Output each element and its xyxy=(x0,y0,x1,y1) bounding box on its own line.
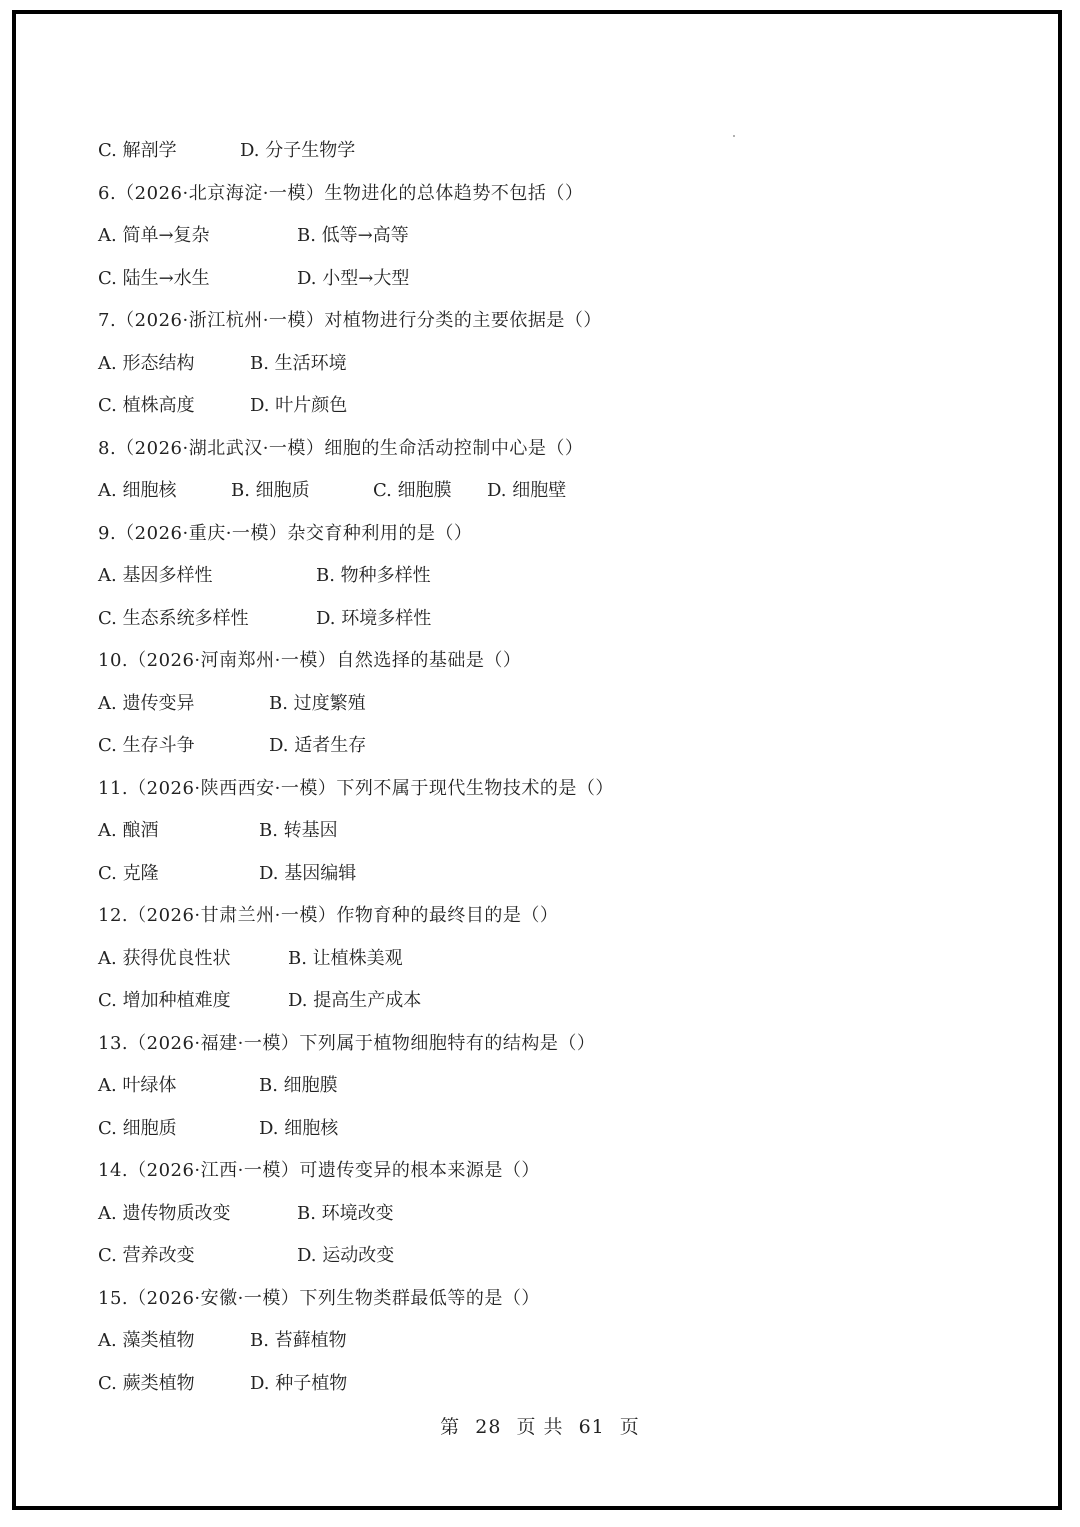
option: D. 细胞壁 xyxy=(487,480,567,501)
option-row xyxy=(98,470,1000,513)
option: B. 生活环境 xyxy=(250,352,347,374)
footer-suffix: 页 xyxy=(619,1416,640,1438)
option-row xyxy=(98,1108,1000,1151)
option-row xyxy=(98,810,1000,853)
page-number-footer xyxy=(0,1412,1080,1439)
option: C. 增加种植难度 xyxy=(98,990,231,1011)
option: B. 过度繁殖 xyxy=(269,692,366,714)
option: B. 细胞膜 xyxy=(259,1075,338,1096)
option: C. 蕨类植物 xyxy=(98,1372,195,1394)
option-row xyxy=(98,598,1000,641)
option-row xyxy=(98,130,1000,173)
option: B. 转基因 xyxy=(259,820,338,841)
option: A. 形态结构 xyxy=(98,352,195,374)
option: D. 基因编辑 xyxy=(259,862,357,884)
option: B. 苔藓植物 xyxy=(250,1330,347,1351)
option: B. 让植株美观 xyxy=(288,947,403,969)
option: D. 运动改变 xyxy=(297,1245,395,1266)
question-stem: 6.（2026·北京海淀·一模）生物进化的总体趋势不包括（） xyxy=(98,182,584,204)
option: A. 细胞核 xyxy=(98,480,177,501)
option: A. 简单→复杂 xyxy=(98,225,210,246)
option: D. 种子植物 xyxy=(250,1372,348,1394)
option: A. 基因多样性 xyxy=(98,565,213,586)
total-page-count: 61 xyxy=(578,1416,605,1438)
option-row xyxy=(98,555,1000,598)
option: B. 环境改变 xyxy=(297,1202,394,1224)
option-row xyxy=(98,1363,1000,1406)
question-stem: 8.（2026·湖北武汉·一模）细胞的生命活动控制中心是（） xyxy=(98,437,584,459)
option-row xyxy=(98,938,1000,981)
option: B. 低等→高等 xyxy=(297,225,409,246)
option-row xyxy=(98,1193,1000,1236)
option: C. 细胞质 xyxy=(98,1117,177,1139)
option-row xyxy=(98,258,1000,301)
footer-middle: 页 共 xyxy=(516,1416,564,1438)
option: A. 获得优良性状 xyxy=(98,947,231,969)
option: C. 植株高度 xyxy=(98,395,195,416)
option-row xyxy=(98,385,1000,428)
question-stem: 11.（2026·陕西西安·一模）下列不属于现代生物技术的是（） xyxy=(98,777,614,799)
option-row xyxy=(98,853,1000,896)
option: D. 适者生存 xyxy=(269,735,367,756)
option: D. 提高生产成本 xyxy=(288,990,422,1011)
option: A. 遗传物质改变 xyxy=(98,1202,231,1224)
option: D. 细胞核 xyxy=(259,1117,339,1139)
footer-prefix: 第 xyxy=(440,1416,461,1438)
option: C. 陆生→水生 xyxy=(98,267,210,289)
option-row xyxy=(98,980,1000,1023)
option: C. 细胞膜 xyxy=(373,480,452,501)
option: B. 细胞质 xyxy=(231,480,310,501)
question-stem: 13.（2026·福建·一模）下列属于植物细胞特有的结构是（） xyxy=(98,1032,596,1054)
question-list xyxy=(98,130,1000,1405)
current-page-number: 28 xyxy=(475,1416,502,1438)
option-row xyxy=(98,1320,1000,1363)
question-stem: 15.（2026·安徽·一模）下列生物类群最低等的是（） xyxy=(98,1287,540,1309)
question-stem: 14.（2026·江西·一模）可遗传变异的根本来源是（） xyxy=(98,1160,540,1181)
option: B. 物种多样性 xyxy=(316,565,431,586)
question-stem: 12.（2026·甘肃兰州·一模）作物育种的最终目的是（） xyxy=(98,905,559,926)
option: C. 解剖学 xyxy=(98,140,177,161)
question-stem: 7.（2026·浙江杭州·一模）对植物进行分类的主要依据是（） xyxy=(98,310,602,331)
option-row xyxy=(98,725,1000,768)
option: D. 环境多样性 xyxy=(316,607,432,629)
question-stem: 9.（2026·重庆·一模）杂交育种利用的是（） xyxy=(98,522,473,544)
option: A. 叶绿体 xyxy=(98,1075,177,1096)
option: D. 叶片颜色 xyxy=(250,395,348,416)
option: D. 分子生物学 xyxy=(240,140,356,161)
option: D. 小型→大型 xyxy=(297,267,410,289)
option-row xyxy=(98,1235,1000,1278)
option: C. 生存斗争 xyxy=(98,735,195,756)
option-row xyxy=(98,1065,1000,1108)
option: C. 生态系统多样性 xyxy=(98,607,249,629)
option: A. 酿酒 xyxy=(98,820,159,841)
option-row xyxy=(98,215,1000,258)
option: A. 遗传变异 xyxy=(98,692,195,714)
option-row xyxy=(98,683,1000,726)
option: A. 藻类植物 xyxy=(98,1330,195,1351)
question-stem: 10.（2026·河南郑州·一模）自然选择的基础是（） xyxy=(98,650,522,671)
option: C. 营养改变 xyxy=(98,1245,195,1266)
option: C. 克隆 xyxy=(98,862,159,884)
option-row xyxy=(98,343,1000,386)
